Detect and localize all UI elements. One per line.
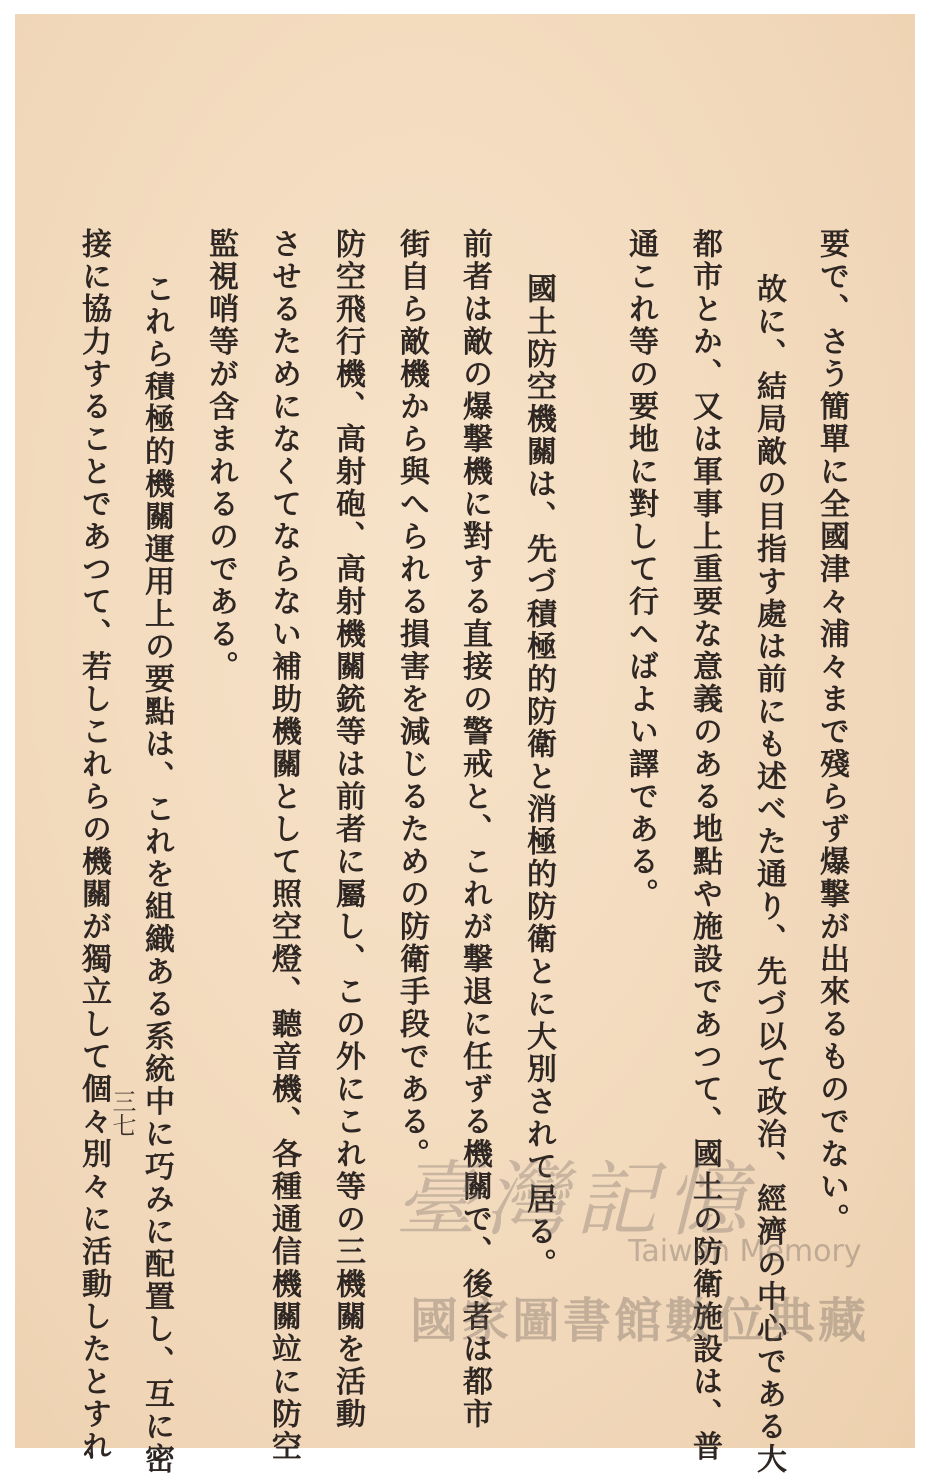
page-number: 三七 [108,1089,136,1137]
text-column-3: 都市とか、又は軍事上重要な意義のある地點や施設であつて、國土の防衛施設は、普 [687,228,722,1463]
text-column-8: 防空飛行機、高射砲、高射機關銃等は前者に屬し、この外にこれ等の三機關を活動 [330,228,365,1431]
text-column-1: 要で、さう簡單に全國津々浦々まで殘らず爆撃が出來るものでない。 [814,228,849,1236]
text-column-6: 前者は敵の爆撃機に對する直接の警戒と、これが撃退に任ずる機關で、後者は都市 [457,228,492,1431]
text-column-5: 國土防空機關は、先づ積極的防衛と消極的防衛とに大別されて居る。 [521,273,556,1281]
text-column-4: 通これ等の要地に對して行へばよい譯である。 [623,228,658,911]
text-column-12: 接に協力することであつて、若しこれらの機關が獨立して個々別々に活動したとすれ [76,228,111,1463]
text-column-9: させるためになくてならない補助機關として照空燈、聽音機、各種通信機關竝に防空 [266,228,301,1463]
text-column-7: 街自ら敵機から與へられる損害を減じるための防衛手段である。 [394,228,429,1171]
watermark-library: 國家圖書館數位典藏 [410,1293,870,1349]
watermark-english: Taiwan Memory [628,1234,862,1269]
text-column-2: 故に、結局敵の目指す處は前にも述べた通り、先づ以て政治、經濟の中心である大 [751,273,786,1476]
watermark-chinese: 臺灣記憶 [395,1153,755,1248]
text-column-10: 監視哨等が含まれるのである。 [203,228,238,683]
text-column-11: これら積極的機關運用上の要點は、これを組織ある系統中に巧みに配置し、互に密 [139,273,174,1476]
